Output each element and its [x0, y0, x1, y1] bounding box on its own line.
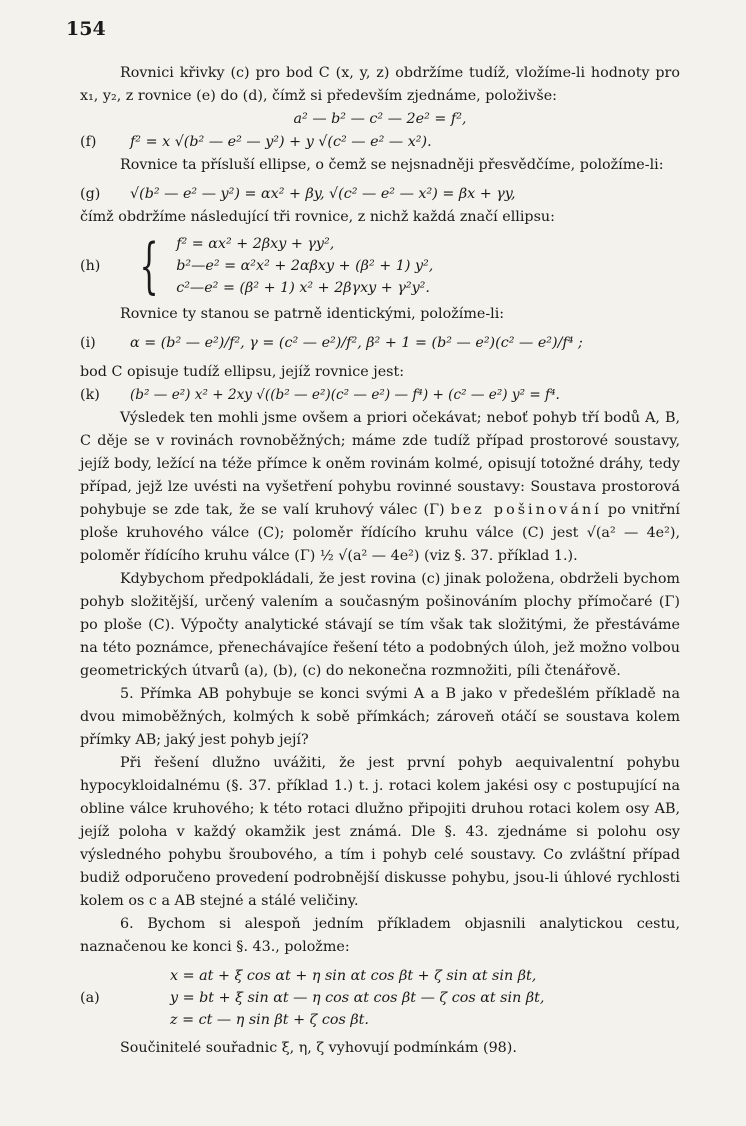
equation-i-label: (i): [80, 335, 96, 351]
paragraph-6-spaced: bez pošinování: [450, 502, 602, 518]
equation-a-line-1: x = at + ξ cos αt + η sin αt cos βt + ζ sin αt sin βt,: [170, 968, 537, 984]
equation-a-label: (a): [80, 989, 100, 1006]
paragraph-5: bod C opisuje tudíž ellipsu, jejíž rovnice jest:: [80, 364, 405, 380]
equation-h-line-1: f² = αx² + 2βxy + γy²,: [176, 236, 335, 252]
equation-g-body: √(b² — e² — y²) = αx² + βy, √(c² — e² — x²) = βx + γy,: [130, 186, 516, 202]
equation-a-line-2: y = bt + ξ sin αt — η cos αt cos βt — ζ cos αt sin βt,: [170, 990, 545, 1006]
equation-i-body: α = (b² — e²)/f², γ = (c² — e²)/f², β² + 1 = (b² — e²)(c² — e²)/f⁴ ;: [130, 335, 583, 351]
paragraph-11: Součinitelé souřadnic ξ, η, ζ vyhovují podmínkám (98).: [120, 1040, 517, 1056]
equation-k-body: (b² — e²) x² + 2xy √((b² — e²)(c² — e²) — f⁴) + (c² — e²) y² = f⁴.: [130, 387, 560, 403]
equation-f-body: f² = x √(b² — e² — y²) + y √(c² — e² — x²).: [130, 134, 432, 150]
page-number: 154: [66, 18, 106, 40]
equation-i: [80, 332, 680, 355]
equation-h-stack: [176, 233, 433, 299]
equation-h-system: [130, 233, 433, 299]
paragraph-4: Rovnice ty stanou se patrně identickými, položíme-li:: [120, 306, 505, 322]
equation-k: [80, 384, 680, 407]
page-body: [80, 62, 680, 1060]
paragraph-2: Rovnice ta přísluší ellipse, o čemž se nejsnadněji přesvědčíme, položíme-li:: [120, 157, 664, 173]
equation-h-line-3: c²—e² = (β² + 1) x² + 2βγxy + γ²y².: [176, 280, 430, 296]
equation-f: [80, 131, 680, 154]
equation-f-label: (f): [80, 134, 97, 150]
paragraph-6-rest: po vnitřní ploše kruhového válce (C); poloměr řídícího kruhu válce (C) jest √(a² — 4e²), poloměr řídícího kruhu válce (Γ) ½ √(a² — 4e²) (viz §. 37. příklad 1.).: [80, 502, 681, 564]
equation-h-line-2: b²—e² = α²x² + 2αβxy + (β² + 1) y²,: [176, 258, 434, 274]
paragraph-8: 5. Přímka AB pohybuje se konci svými A a B jako v předešlém příkladě na dvou mimoběžných, kolmých k sobě přímkách; zároveň otáčí se soustava kolem přímky AB; jaký jest pohyb její?: [80, 686, 680, 748]
equation-a2: a² — b² — c² — 2e² = f²,: [293, 111, 467, 127]
paragraph-6: [80, 407, 680, 568]
equation-g: [80, 183, 680, 206]
paragraph-3: čímž obdržíme následující tři rovnice, z nichž každá značí ellipsu:: [80, 209, 555, 225]
equation-a-line-3: z = ct — η sin βt + ζ cos βt.: [170, 1012, 369, 1028]
equation-g-label: (g): [80, 186, 101, 202]
paragraph-10: 6. Bychom si alespoň jedním příkladem objasnili analytickou cestu, naznačenou ke konci §. 43., položme:: [80, 916, 680, 955]
equation-k-label: (k): [80, 387, 100, 403]
paragraph-9: Při řešení dlužno uvážiti, že jest první pohyb aequivalentní pohybu hypocykloidalnému (§. 37. příklad 1.) t. j. rotaci kolem jakési osy c postupující na obline válce kruhového; k této rotaci dlužno připojiti druhou rotaci kolem osy AB, jejíž poloha v každý okamžik jest známá. Dle §. 43. zjednáme si polohu osy výsledného pohybu šroubového, a tím i pohyb celé soustavy. Co zvláštní případ budiž odporučeno provedení podrobnější diskusse pohybu, jsou-li úhlové rychlosti kolem os c a AB stejné a stálé veličiny.: [80, 755, 680, 909]
paragraph-6-text: Výsledek ten mohli jsme ovšem a priori očekávat; neboť pohyb tří bodů A, B, C děje se v rovinách rovnoběžných; máme zde tudíž případ prostorové soustavy, jejíž body, ležící na téže přímce k oněm rovinám kolmé, opisují totožné dráhy, tedy případ, jejž lze uvésti na vyšetření pohybu rovinné soustavy: Soustava prostorová pohybuje se zde tak, že se valí kruhový válec (Γ): [80, 410, 680, 518]
brace-icon: {: [139, 231, 159, 301]
paragraph-7: Kdybychom předpokládali, že jest rovina (c) jinak položena, obdrželi bychom pohyb složitější, určený valením a současným pošinováním plochy přímočaré (Γ) po ploše (C). Výpočty analytické stávají se tím však tak složitými, že přestáváme na této poznámce, přenechávajíce řešení této a podobných úloh, jež možno volbou geometrických útvarů (a), (b), (c) do nekonečna rozmnožiti, píli čtenářově.: [80, 571, 680, 679]
equation-a: [80, 965, 680, 1031]
equation-a-stack: [130, 965, 544, 1031]
equation-h-label: (h): [80, 257, 101, 274]
equation-h: [80, 233, 680, 299]
paragraph-1: Rovnici křivky (c) pro bod C (x, y, z) obdržíme tudíž, vložíme-li hodnoty pro x₁, y₂, z rovnice (e) do (d), čímž si především zjednáme, položivše:: [80, 65, 680, 104]
